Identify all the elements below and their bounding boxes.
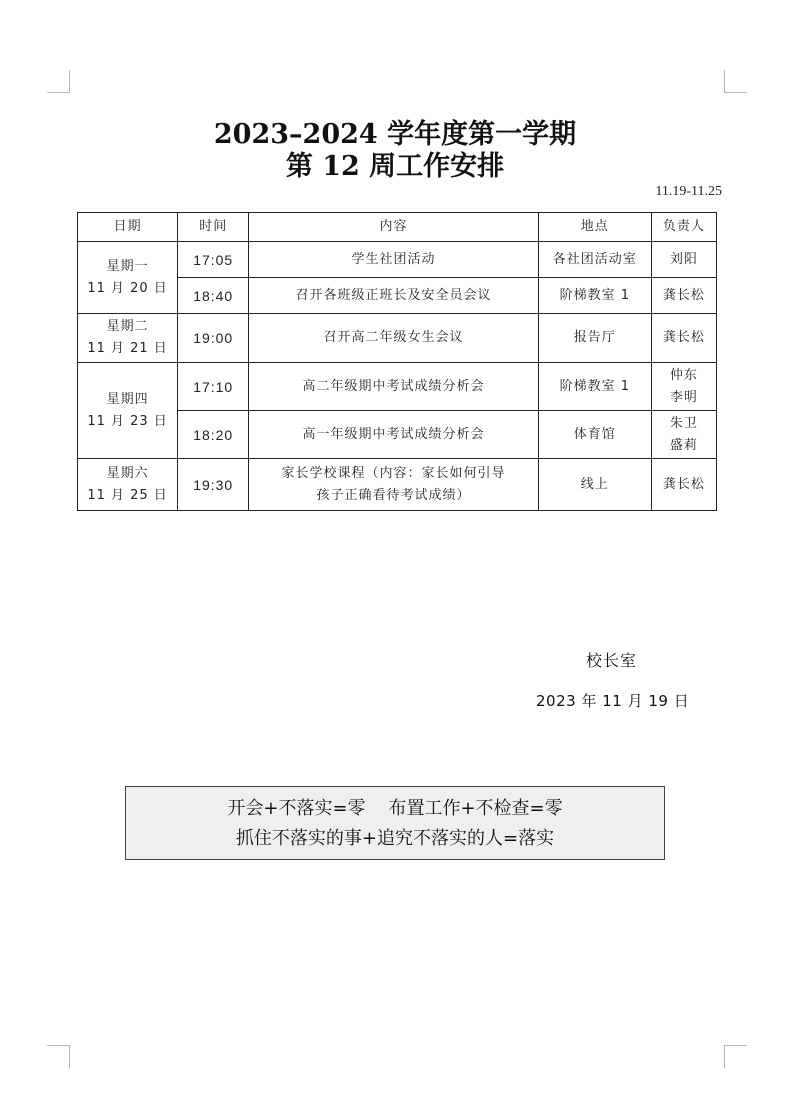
person-cell: 龚长松 xyxy=(651,278,716,314)
place-cell: 阶梯教室 1 xyxy=(538,278,651,314)
signature-date: 2023 年 11 月 19 日 xyxy=(536,692,690,710)
header-time: 时间 xyxy=(178,213,249,242)
place-cell: 报告厅 xyxy=(538,314,651,363)
week-date-range: 11.19-11.25 xyxy=(655,184,722,199)
person-cell: 刘阳 xyxy=(651,242,716,278)
content-cell xyxy=(249,459,538,511)
date-weekday: 星期一 xyxy=(106,258,149,274)
table-row xyxy=(78,459,717,511)
document-title-line2: 第 12 周工作安排 xyxy=(285,151,505,182)
schedule-table xyxy=(77,212,717,511)
person-name: 朱卫 xyxy=(669,415,698,431)
place-cell: 线上 xyxy=(538,459,651,511)
table-header-row xyxy=(78,213,717,242)
header-place: 地点 xyxy=(538,213,651,242)
table-row xyxy=(78,242,717,278)
motto-line2: 抓住不落实的事+追究不落实的人=落实 xyxy=(235,828,555,849)
date-month-day: 11 月 23 日 xyxy=(87,413,168,429)
content-line: 家长学校课程（内容：家长如何引导 xyxy=(281,465,506,481)
person-cell xyxy=(651,363,716,411)
person-name: 仲东 xyxy=(669,367,698,383)
table-row xyxy=(78,314,717,363)
person-name: 李明 xyxy=(669,389,698,405)
page-corner-mark-top-right xyxy=(724,70,747,93)
person-name: 盛莉 xyxy=(669,437,698,453)
content-cell: 学生社团活动 xyxy=(249,242,538,278)
header-person: 负责人 xyxy=(651,213,716,242)
page-corner-mark-top-left xyxy=(47,70,70,93)
place-cell: 体育馆 xyxy=(538,411,651,459)
motto-line1: 开会+不落实=零 布置工作+不检查=零 xyxy=(227,798,563,819)
date-weekday: 星期四 xyxy=(106,391,149,407)
date-cell-saturday xyxy=(78,459,178,511)
place-cell: 各社团活动室 xyxy=(538,242,651,278)
time-cell: 18:20 xyxy=(178,411,249,459)
date-weekday: 星期二 xyxy=(106,319,149,334)
date-month-day: 11 月 20 日 xyxy=(87,280,168,296)
table-row xyxy=(78,363,717,411)
motto-box xyxy=(125,786,665,860)
document-title-line1: 2023–2024 学年度第一学期 xyxy=(213,119,577,150)
date-cell-monday xyxy=(78,242,178,314)
content-cell: 高一年级期中考试成绩分析会 xyxy=(249,411,538,459)
content-line: 孩子正确看待考试成绩） xyxy=(316,487,471,503)
time-cell: 18:40 xyxy=(178,278,249,314)
date-cell-thursday xyxy=(78,363,178,459)
date-month-day: 11 月 25 日 xyxy=(87,487,168,503)
content-cell: 召开各班级正班长及安全员会议 xyxy=(249,278,538,314)
time-cell: 19:30 xyxy=(178,459,249,511)
time-cell: 19:00 xyxy=(178,314,249,363)
time-cell: 17:10 xyxy=(178,363,249,411)
signature-office: 校长室 xyxy=(586,651,638,670)
date-weekday: 星期六 xyxy=(106,465,149,481)
person-cell: 龚长松 xyxy=(651,459,716,511)
time-cell: 17:05 xyxy=(178,242,249,278)
header-content: 内容 xyxy=(249,213,538,242)
date-month-day: 11 月 21 日 xyxy=(87,341,168,356)
person-cell: 龚长松 xyxy=(651,314,716,363)
header-date: 日期 xyxy=(78,213,178,242)
content-cell: 高二年级期中考试成绩分析会 xyxy=(249,363,538,411)
place-cell: 阶梯教室 1 xyxy=(538,363,651,411)
content-cell: 召开高二年级女生会议 xyxy=(249,314,538,363)
date-cell-tuesday xyxy=(78,314,178,363)
page-corner-mark-bottom-right xyxy=(724,1045,747,1068)
person-cell xyxy=(651,411,716,459)
page-corner-mark-bottom-left xyxy=(47,1045,70,1068)
